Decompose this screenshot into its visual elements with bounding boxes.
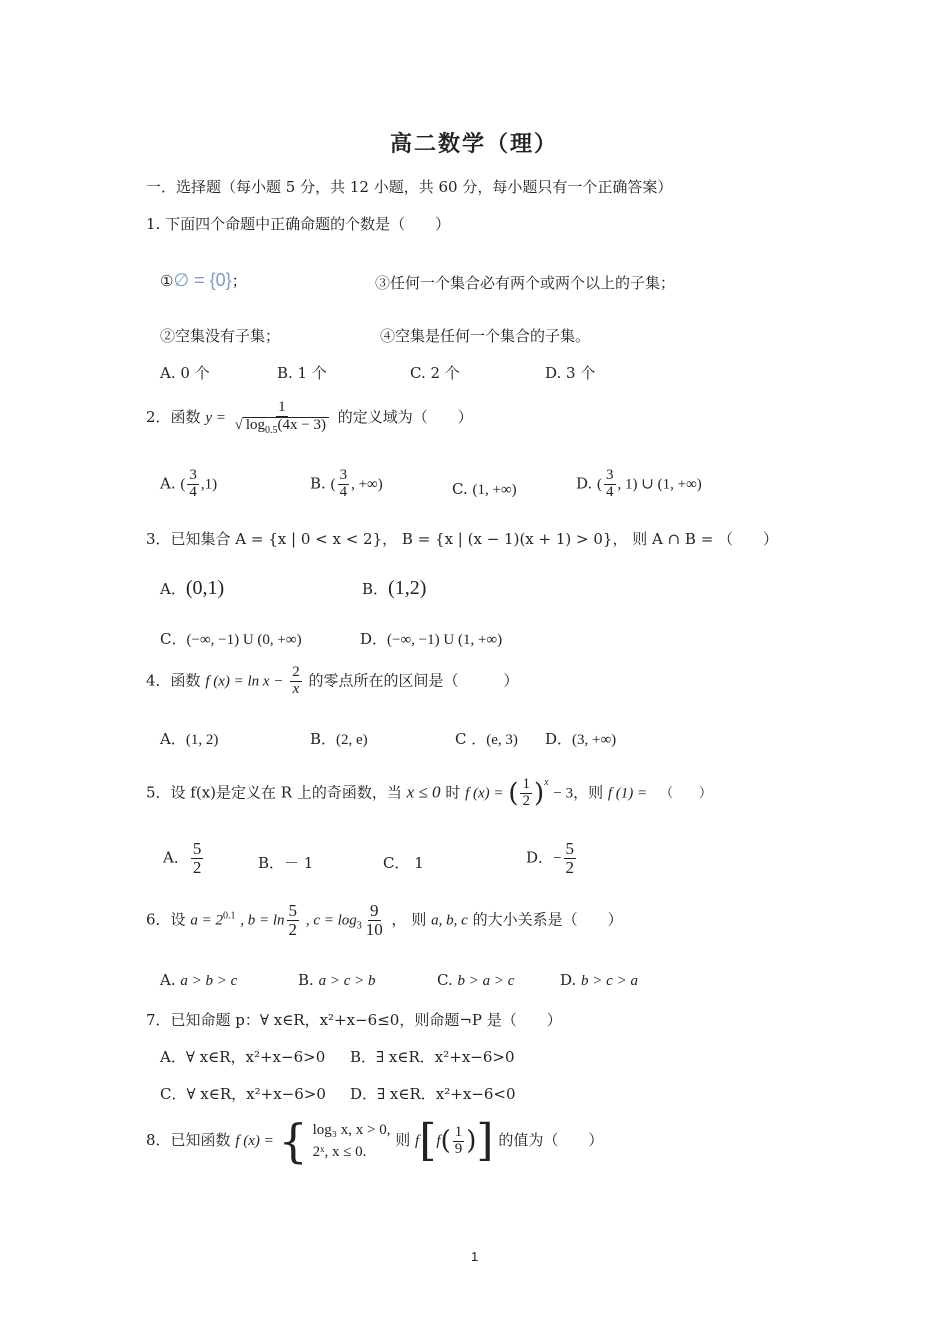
q7-choice-c: C．∀ x∈R，x²+x−6>0 [160, 1085, 326, 1103]
q2-stem: 2．函数 y = $\frac{1}{√ \log_{0.5}(4x - 3)}$ 的定义域为（ ） [146, 399, 473, 436]
q5-choice-a: A． $\frac{5}{2}$ [163, 839, 202, 877]
q5-choice-d: D．− $\frac{5}{2}$ [526, 839, 574, 877]
q5-choice-b: B．－ 1 [258, 854, 314, 872]
q7-choice-b: B．∃ x∈R．x²+x−6>0 [350, 1048, 515, 1066]
q1-choice-d: D. 3 个 [545, 364, 596, 382]
q1-option-2: ②空集没有子集； [160, 327, 281, 345]
q3-choice-b: B．(1,2) [362, 577, 427, 599]
page-title: 高二数学（理） [390, 131, 559, 157]
q8-stem: 8．已知函数 f (x) = { log₃ x, x > 0, 2ˣ, x ≤ 0. 则 f[f( $\frac{1}{9}$ )] 的值为（ ） [146, 1114, 604, 1168]
q1-option-4: ④空集是任何一个集合的子集。 [380, 327, 591, 345]
q2-choice-c: C. (1, +∞) [452, 480, 517, 498]
q1-choice-b: B. 1 个 [277, 364, 327, 382]
q6-stem: 6．设 $a = 2^{0.1}$ , b = ln $\frac{5}{2}$ , $c = \log_3$ $\frac{9}{10}$ ， 则 a, b, c 的大小关系是（ ） [146, 901, 623, 939]
q1-option-1: ①∅ = {0}； [160, 270, 247, 290]
q6-choice-d: D. b > c > a [560, 971, 638, 989]
section-header: 一．选择题（每小题 5 分，共 12 小题，共 60 分，每小题只有一个正确答案） [146, 178, 673, 196]
q3-choice-a: A．(0,1) [160, 577, 225, 599]
q7-choice-a: A．∀ x∈R，x²+x−6>0 [160, 1048, 326, 1066]
q2-fraction: $\frac{1}{√ \log_{0.5}(4x - 3)}$ [233, 400, 331, 436]
q2-choice-a: A. ( $\frac{3}{4}$ ,1) [160, 467, 218, 500]
q6-choice-b: B. a > c > b [298, 971, 376, 989]
q6-choice-c: C. b > a > c [437, 971, 515, 989]
q1-stem: 1. 下面四个命题中正确命题的个数是（ ） [146, 215, 451, 233]
q2-choice-d: D. ( $\frac{3}{4}$ , 1) ∪ (1, +∞) [576, 467, 702, 500]
page-number: 1 [471, 1249, 479, 1264]
q1-choice-c: C. 2 个 [410, 364, 460, 382]
empty-set-equation-image: ∅ = {0} [173, 270, 232, 290]
q4-choice-c: C ．(e, 3) [455, 730, 518, 748]
q4-choice-b: B．(2, e) [310, 730, 368, 748]
q7-choice-d: D．∃ x∈R．x²+x−6<0 [350, 1085, 516, 1103]
q1-choice-a: A. 0 个 [160, 364, 210, 382]
q5-choice-c: C． 1 [383, 854, 424, 872]
q4-choice-a: A．(1, 2) [160, 730, 219, 748]
q3-stem: 3．已知集合 A = {x | 0 < x < 2}， B = {x | (x − 1)(x + 1) > 0}， 则 A ∩ B = （ ） [146, 530, 779, 548]
q8-piecewise: log₃ x, x > 0, 2ˣ, x ≤ 0. [312, 1121, 391, 1160]
q7-stem: 7．已知命题 p：∀ x∈R，x²+x−6≤0，则命题¬P 是（ ） [146, 1011, 562, 1029]
q2-choice-b: B. ( $\frac{3}{4}$ , +∞) [310, 467, 383, 500]
q1-option-3: ③任何一个集合必有两个或两个以上的子集； [375, 274, 676, 292]
q3-choice-d: D．(−∞, −1) U (1, +∞) [360, 630, 503, 648]
q4-stem: 4．函数 f (x) = ln x − $\frac{2}{x}$ 的零点所在的区间是（ ） [146, 664, 519, 697]
q4-choice-d: D．(3, +∞) [545, 730, 617, 748]
q3-choice-c: C．(−∞, −1) U (0, +∞) [160, 630, 302, 648]
q6-choice-a: A. a > b > c [160, 971, 238, 989]
q5-stem: 5．设 f(x)是定义在 R 上的奇函数，当 x ≤ 0 时 f (x) = ( $\frac{1}{2}$ )$^x$ − 3，则 f (1) = （ ） [146, 776, 712, 809]
